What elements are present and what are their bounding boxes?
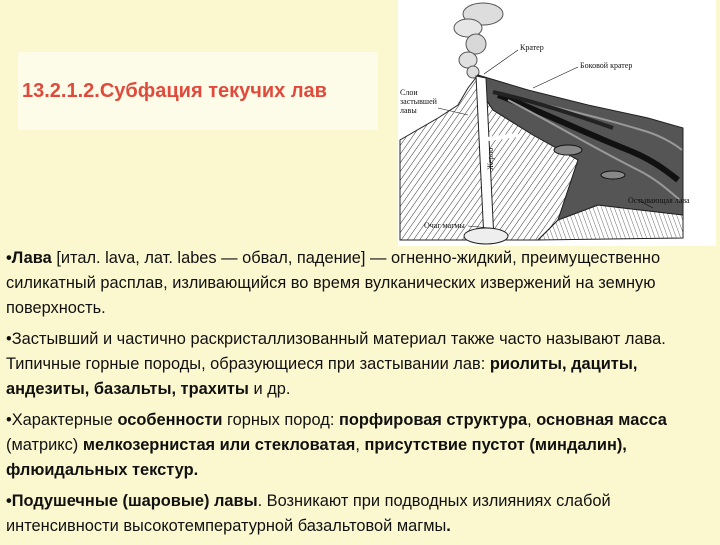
term-pillow-lava: Подушечные (шаровые) лавы: [11, 492, 258, 510]
bullet-pillow-lava: [6, 489, 714, 539]
magma-chamber: [464, 228, 508, 244]
smoke-plume: [454, 3, 503, 78]
bullet-text: . Возникают при подводных излияниях слабой интенсивности высокотемпературной базальтовой магмы: [6, 492, 611, 535]
bullet-text: ,: [527, 411, 537, 429]
bullet-features: [6, 408, 714, 483]
bullet-text: ,: [355, 436, 365, 454]
term-features: особенности: [117, 411, 223, 429]
bullet-marker: •: [6, 411, 12, 429]
bullet-text: Характерные: [11, 411, 118, 429]
bullet-marker: •: [6, 249, 12, 267]
bullet-text: [итал. lava, лат. labes — обвал, падение] — огненно-жидкий, преимущественно силикатный расплав, изливающийся во время вулканических извержений на земную поверхность.: [6, 249, 661, 317]
volcano-diagram-svg: [398, 0, 716, 246]
term-porphyry: порфировая структура: [338, 411, 528, 429]
volcano-diagram: [398, 0, 716, 246]
label-layers-1: Слои: [400, 88, 418, 97]
label-vent: Жерло: [486, 147, 495, 170]
slide-title: 13.2.1.2.Субфация текучих лав: [22, 79, 327, 102]
bullet-text: Застывший и частично раскристаллизованный материал также часто называют лава. Типичные горные породы, образующиеся при застывании лав:: [6, 330, 666, 373]
label-cooled-lava: Остывающая лава: [628, 196, 690, 205]
term-groundmass: основная масса: [536, 411, 667, 429]
label-crater: Кратер: [520, 43, 544, 52]
label-side-crater: Боковой кратер: [580, 61, 633, 70]
bullet-period: .: [446, 517, 451, 535]
bullet-text: и др.: [248, 380, 291, 398]
term-vesicles: присутствие пустот (миндалин), флюидальных текстур.: [6, 436, 627, 479]
term-fine-grained: мелкозернистая или стекловатая: [82, 436, 356, 454]
slide-body: [6, 246, 714, 545]
label-magma-chamber: Очаг магмы: [424, 221, 465, 230]
bullet-lava-definition: [6, 246, 714, 321]
label-layers-2: застывшей: [400, 97, 437, 106]
term-lava: Лава: [11, 249, 52, 267]
bullet-text: (матрикс): [6, 436, 83, 454]
bullet-marker: •: [6, 330, 12, 348]
bullet-lava-rocks: [6, 327, 714, 402]
title-box: [18, 52, 378, 130]
bullet-text: горных пород:: [222, 411, 339, 429]
label-layers-3: лавы: [400, 106, 417, 115]
rock-types: риолиты, дациты, андезиты, базальты, трахиты: [6, 355, 638, 398]
bullet-marker: •: [6, 492, 12, 510]
